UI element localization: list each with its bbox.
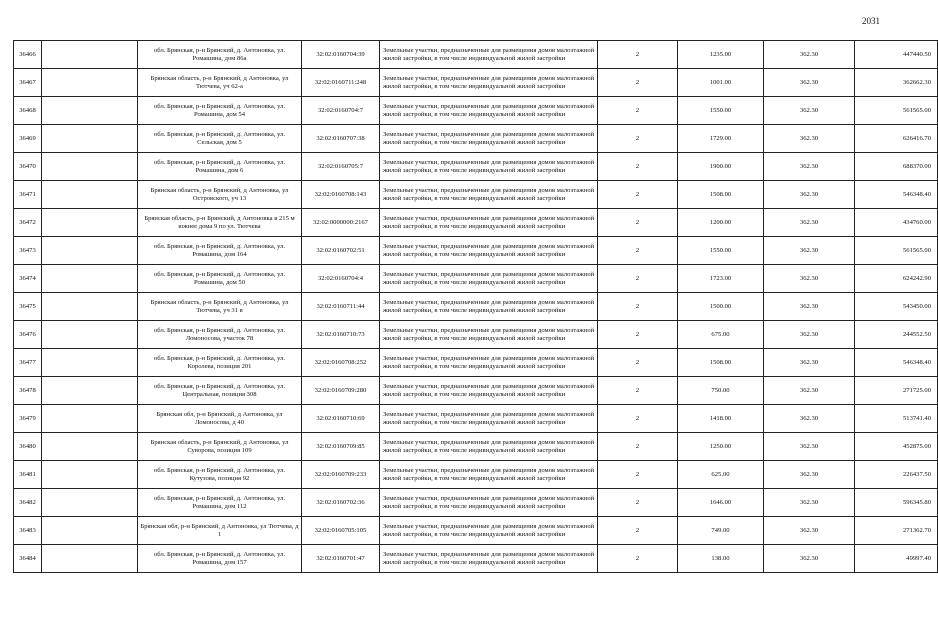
specific-value-cell: 362.30 — [764, 405, 855, 433]
area-cell: 1235.00 — [678, 41, 764, 69]
specific-value-cell: 362.30 — [764, 293, 855, 321]
land-category-cell: Земельные участки, предназначенные для размещения домов малоэтажной жилой застройки, в том числе индивидуальной жилой застройки — [380, 153, 598, 181]
table-row — [14, 265, 938, 293]
table-row — [14, 69, 938, 97]
cadastral-number-cell: 32:02:0160702:51 — [302, 237, 380, 265]
address-cell: Брянская область, р-н Брянский, д Антоновка, ул Суворова, позиция 109 — [138, 433, 302, 461]
specific-value-cell: 362.30 — [764, 237, 855, 265]
cadastral-number-cell: 32:02:0160708:252 — [302, 349, 380, 377]
table-row — [14, 377, 938, 405]
spacer-cell — [42, 545, 138, 573]
cadastral-value-cell: 561565.00 — [855, 97, 938, 125]
table-row — [14, 97, 938, 125]
land-category-cell: Земельные участки, предназначенные для размещения домов малоэтажной жилой застройки, в том числе индивидуальной жилой застройки — [380, 97, 598, 125]
specific-value-cell: 362.30 — [764, 181, 855, 209]
specific-value-cell: 362.30 — [764, 321, 855, 349]
spacer-cell — [42, 349, 138, 377]
address-cell: Брянская область, р-н Брянский, д Антоновка, ул Тютчева, уч 31 в — [138, 293, 302, 321]
cadastral-value-cell: 452875.00 — [855, 433, 938, 461]
spacer-cell — [42, 461, 138, 489]
table-body — [14, 41, 938, 573]
address-cell: обл. Брянская, р-н Брянский, д. Антоновка, ул. Ромашина, дом 112 — [138, 489, 302, 517]
cadastral-number-cell: 32:02:0000000:2167 — [302, 209, 380, 237]
group-cell: 2 — [598, 69, 678, 97]
area-cell: 1723.00 — [678, 265, 764, 293]
group-cell: 2 — [598, 489, 678, 517]
area-cell: 625.00 — [678, 461, 764, 489]
specific-value-cell: 362.30 — [764, 125, 855, 153]
row-number-cell: 36484 — [14, 545, 42, 573]
specific-value-cell: 362.30 — [764, 377, 855, 405]
land-category-cell: Земельные участки, предназначенные для размещения домов малоэтажной жилой застройки, в том числе индивидуальной жилой застройки — [380, 237, 598, 265]
specific-value-cell: 362.30 — [764, 433, 855, 461]
land-category-cell: Земельные участки, предназначенные для размещения домов малоэтажной жилой застройки, в том числе индивидуальной жилой застройки — [380, 321, 598, 349]
address-cell: обл. Брянская, р-н Брянский, д. Антоновка, ул. Королева, позиция 201 — [138, 349, 302, 377]
group-cell: 2 — [598, 237, 678, 265]
specific-value-cell: 362.30 — [764, 489, 855, 517]
table-row — [14, 433, 938, 461]
spacer-cell — [42, 293, 138, 321]
group-cell: 2 — [598, 349, 678, 377]
area-cell: 675.00 — [678, 321, 764, 349]
land-category-cell: Земельные участки, предназначенные для размещения домов малоэтажной жилой застройки, в том числе индивидуальной жилой застройки — [380, 265, 598, 293]
spacer-cell — [42, 181, 138, 209]
specific-value-cell: 362.30 — [764, 461, 855, 489]
address-cell: Брянская обл, р-н Брянский, д Антоновка, ул Ломоносова, д 40 — [138, 405, 302, 433]
specific-value-cell: 362.30 — [764, 69, 855, 97]
row-number-cell: 36483 — [14, 517, 42, 545]
land-category-cell: Земельные участки, предназначенные для размещения домов малоэтажной жилой застройки, в том числе индивидуальной жилой застройки — [380, 545, 598, 573]
cadastral-value-cell: 226437.50 — [855, 461, 938, 489]
cadastral-value-cell: 626416.70 — [855, 125, 938, 153]
group-cell: 2 — [598, 41, 678, 69]
cadastral-value-cell: 596345.80 — [855, 489, 938, 517]
land-category-cell: Земельные участки, предназначенные для размещения домов малоэтажной жилой застройки, в том числе индивидуальной жилой застройки — [380, 433, 598, 461]
area-cell: 750.00 — [678, 377, 764, 405]
row-number-cell: 36473 — [14, 237, 42, 265]
group-cell: 2 — [598, 405, 678, 433]
address-cell: обл. Брянская, р-н Брянский, д. Антоновка, ул. Сельская, дом 5 — [138, 125, 302, 153]
spacer-cell — [42, 41, 138, 69]
specific-value-cell: 362.30 — [764, 517, 855, 545]
land-category-cell: Земельные участки, предназначенные для размещения домов малоэтажной жилой застройки, в том числе индивидуальной жилой застройки — [380, 209, 598, 237]
specific-value-cell: 362.30 — [764, 41, 855, 69]
area-cell: 1508.00 — [678, 349, 764, 377]
cadastral-value-cell: 447440.50 — [855, 41, 938, 69]
table-row — [14, 405, 938, 433]
table-row — [14, 181, 938, 209]
spacer-cell — [42, 321, 138, 349]
row-number-cell: 36469 — [14, 125, 42, 153]
table-row — [14, 237, 938, 265]
row-number-cell: 36472 — [14, 209, 42, 237]
address-cell: обл. Брянская, р-н Брянский, д. Антоновка, ул. Центральная, позиция 308 — [138, 377, 302, 405]
address-cell: обл. Брянская, р-н Брянский, д. Антоновка, ул. Ромашина, дом 54 — [138, 97, 302, 125]
cadastral-number-cell: 32:02:0160711:248 — [302, 69, 380, 97]
address-cell: обл. Брянская, р-н Брянский, д. Антоновка, ул. Ромашина, дом 6 — [138, 153, 302, 181]
table-row — [14, 293, 938, 321]
address-cell: Брянская область, р-н Брянский, д Антоновка, ул Островского, уч 13 — [138, 181, 302, 209]
cadastral-value-cell: 271362.70 — [855, 517, 938, 545]
table-row — [14, 517, 938, 545]
spacer-cell — [42, 125, 138, 153]
group-cell: 2 — [598, 433, 678, 461]
cadastral-number-cell: 32:02:0160711:44 — [302, 293, 380, 321]
address-cell: Брянская обл, р-н Брянский, д Антоновка, ул Тютчева, д 1 — [138, 517, 302, 545]
area-cell: 1001.00 — [678, 69, 764, 97]
land-category-cell: Земельные участки, предназначенные для размещения домов малоэтажной жилой застройки, в том числе индивидуальной жилой застройки — [380, 349, 598, 377]
address-cell: обл. Брянская, р-н Брянский, д. Антоновка, ул. Ломоносова, участок 78 — [138, 321, 302, 349]
cadastral-number-cell: 32:02:0160709:280 — [302, 377, 380, 405]
land-category-cell: Земельные участки, предназначенные для размещения домов малоэтажной жилой застройки, в том числе индивидуальной жилой застройки — [380, 517, 598, 545]
area-cell: 1646.00 — [678, 489, 764, 517]
row-number-cell: 36479 — [14, 405, 42, 433]
cadastral-number-cell: 32:02:0160709:233 — [302, 461, 380, 489]
row-number-cell: 36480 — [14, 433, 42, 461]
table-row — [14, 489, 938, 517]
cadastral-number-cell: 32:02:0160705:7 — [302, 153, 380, 181]
spacer-cell — [42, 153, 138, 181]
cadastral-value-cell: 49997.40 — [855, 545, 938, 573]
area-cell: 1418.00 — [678, 405, 764, 433]
row-number-cell: 36478 — [14, 377, 42, 405]
row-number-cell: 36474 — [14, 265, 42, 293]
spacer-cell — [42, 489, 138, 517]
land-category-cell: Земельные участки, предназначенные для размещения домов малоэтажной жилой застройки, в том числе индивидуальной жилой застройки — [380, 69, 598, 97]
table-row — [14, 461, 938, 489]
group-cell: 2 — [598, 321, 678, 349]
spacer-cell — [42, 97, 138, 125]
address-cell: обл. Брянская, р-н Брянский, д. Антоновка, ул. Кутузова, позиция 92 — [138, 461, 302, 489]
area-cell: 1729.00 — [678, 125, 764, 153]
area-cell: 138.00 — [678, 545, 764, 573]
table-row — [14, 545, 938, 573]
group-cell: 2 — [598, 293, 678, 321]
row-number-cell: 36470 — [14, 153, 42, 181]
land-category-cell: Земельные участки, предназначенные для размещения домов малоэтажной жилой застройки, в том числе индивидуальной жилой застройки — [380, 489, 598, 517]
area-cell: 1508.00 — [678, 181, 764, 209]
table-row — [14, 125, 938, 153]
table-row — [14, 153, 938, 181]
cadastral-value-cell: 271725.00 — [855, 377, 938, 405]
area-cell: 1500.00 — [678, 293, 764, 321]
row-number-cell: 36468 — [14, 97, 42, 125]
cadastral-number-cell: 32:02:0160710:73 — [302, 321, 380, 349]
area-cell: 1900.00 — [678, 153, 764, 181]
area-cell: 1250.00 — [678, 433, 764, 461]
row-number-cell: 36482 — [14, 489, 42, 517]
specific-value-cell: 362.30 — [764, 153, 855, 181]
row-number-cell: 36481 — [14, 461, 42, 489]
cadastral-value-cell: 513741.40 — [855, 405, 938, 433]
spacer-cell — [42, 69, 138, 97]
cadastral-value-cell: 362662.30 — [855, 69, 938, 97]
table-row — [14, 349, 938, 377]
spacer-cell — [42, 237, 138, 265]
area-cell: 1550.00 — [678, 97, 764, 125]
group-cell: 2 — [598, 181, 678, 209]
cadastral-value-cell: 434760.00 — [855, 209, 938, 237]
cadastral-value-cell: 543450.00 — [855, 293, 938, 321]
specific-value-cell: 362.30 — [764, 97, 855, 125]
address-cell: обл. Брянская, р-н Брянский, д. Антоновка, ул. Ромашина, дом 86а — [138, 41, 302, 69]
cadastral-registry-table — [13, 40, 938, 573]
row-number-cell: 36466 — [14, 41, 42, 69]
cadastral-value-cell: 624242.90 — [855, 265, 938, 293]
address-cell: Брянская область, р-н Брянский, д Антоновка, ул Тютчева, уч 62-а — [138, 69, 302, 97]
address-cell: обл. Брянская, р-н Брянский, д. Антоновка, ул. Ромашина, дом 157 — [138, 545, 302, 573]
cadastral-number-cell: 32:02:0160708:143 — [302, 181, 380, 209]
address-cell: обл. Брянская, р-н Брянский, д. Антоновка, ул. Ромашина, дом 50 — [138, 265, 302, 293]
cadastral-value-cell: 546348.40 — [855, 349, 938, 377]
cadastral-number-cell: 32:02:0160702:36 — [302, 489, 380, 517]
group-cell: 2 — [598, 209, 678, 237]
spacer-cell — [42, 517, 138, 545]
group-cell: 2 — [598, 265, 678, 293]
row-number-cell: 36476 — [14, 321, 42, 349]
spacer-cell — [42, 265, 138, 293]
spacer-cell — [42, 405, 138, 433]
group-cell: 2 — [598, 545, 678, 573]
row-number-cell: 36475 — [14, 293, 42, 321]
cadastral-value-cell: 244552.50 — [855, 321, 938, 349]
cadastral-number-cell: 32:02:0160709:85 — [302, 433, 380, 461]
page-number: 2031 — [862, 16, 880, 26]
group-cell: 2 — [598, 461, 678, 489]
table-row — [14, 41, 938, 69]
group-cell: 2 — [598, 517, 678, 545]
area-cell: 1550.00 — [678, 237, 764, 265]
cadastral-value-cell: 688370.00 — [855, 153, 938, 181]
address-cell: Брянская область, р-н Брянский, д Антоновка в 215 м южнее дома 9 по ул. Тютчева — [138, 209, 302, 237]
specific-value-cell: 362.30 — [764, 209, 855, 237]
cadastral-number-cell: 32:02:0160704:39 — [302, 41, 380, 69]
spacer-cell — [42, 433, 138, 461]
land-category-cell: Земельные участки, предназначенные для размещения домов малоэтажной жилой застройки, в том числе индивидуальной жилой застройки — [380, 377, 598, 405]
address-cell: обл. Брянская, р-н Брянский, д. Антоновка, ул. Ромашина, дом 164 — [138, 237, 302, 265]
specific-value-cell: 362.30 — [764, 545, 855, 573]
area-cell: 1200.00 — [678, 209, 764, 237]
land-category-cell: Земельные участки, предназначенные для размещения домов малоэтажной жилой застройки, в том числе индивидуальной жилой застройки — [380, 181, 598, 209]
cadastral-value-cell: 561565.00 — [855, 237, 938, 265]
area-cell: 749.00 — [678, 517, 764, 545]
cadastral-number-cell: 32:02:0160704:4 — [302, 265, 380, 293]
table-row — [14, 209, 938, 237]
spacer-cell — [42, 209, 138, 237]
land-category-cell: Земельные участки, предназначенные для размещения домов малоэтажной жилой застройки, в том числе индивидуальной жилой застройки — [380, 461, 598, 489]
specific-value-cell: 362.30 — [764, 349, 855, 377]
table-row — [14, 321, 938, 349]
row-number-cell: 36467 — [14, 69, 42, 97]
cadastral-value-cell: 546348.40 — [855, 181, 938, 209]
cadastral-number-cell: 32:02:0160701:47 — [302, 545, 380, 573]
group-cell: 2 — [598, 377, 678, 405]
cadastral-number-cell: 32:02:0160705:105 — [302, 517, 380, 545]
group-cell: 2 — [598, 97, 678, 125]
specific-value-cell: 362.30 — [764, 265, 855, 293]
spacer-cell — [42, 377, 138, 405]
land-category-cell: Земельные участки, предназначенные для размещения домов малоэтажной жилой застройки, в том числе индивидуальной жилой застройки — [380, 405, 598, 433]
row-number-cell: 36477 — [14, 349, 42, 377]
land-category-cell: Земельные участки, предназначенные для размещения домов малоэтажной жилой застройки, в том числе индивидуальной жилой застройки — [380, 41, 598, 69]
cadastral-number-cell: 32:02:0160707:38 — [302, 125, 380, 153]
cadastral-number-cell: 32:02:0160704:7 — [302, 97, 380, 125]
cadastral-number-cell: 32:02:0160710:69 — [302, 405, 380, 433]
land-category-cell: Земельные участки, предназначенные для размещения домов малоэтажной жилой застройки, в том числе индивидуальной жилой застройки — [380, 125, 598, 153]
row-number-cell: 36471 — [14, 181, 42, 209]
group-cell: 2 — [598, 125, 678, 153]
land-category-cell: Земельные участки, предназначенные для размещения домов малоэтажной жилой застройки, в том числе индивидуальной жилой застройки — [380, 293, 598, 321]
group-cell: 2 — [598, 153, 678, 181]
